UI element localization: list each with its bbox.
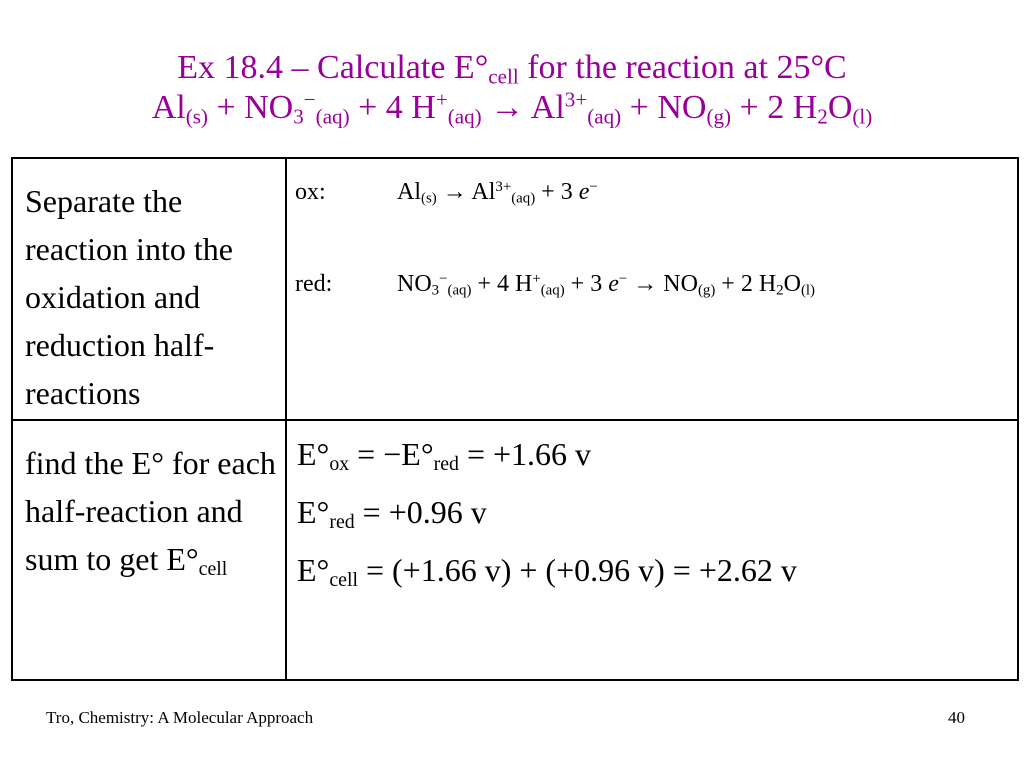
eq-state: (aq) — [447, 282, 472, 299]
eq-term: Al — [397, 179, 421, 205]
calc-subscript: red — [433, 452, 459, 475]
eq-term: O — [827, 89, 853, 126]
eq-charge: 3+ — [564, 87, 588, 112]
eq-subscript: 3 — [293, 104, 304, 129]
eq-charge: − — [618, 270, 628, 287]
eq-term: + 3 — [535, 179, 579, 205]
half-reactions-cell — [286, 158, 1018, 420]
eq-term: + 3 — [564, 271, 609, 297]
eq-charge: + — [435, 87, 448, 112]
title-text-suffix: for the reaction at 25°C — [518, 49, 847, 86]
e-red-line — [297, 483, 1017, 541]
title-subscript: cell — [488, 64, 519, 89]
step-description — [13, 421, 285, 583]
calc-term: E° — [297, 552, 330, 588]
table-row — [12, 158, 1018, 420]
electron-symbol: e — [608, 271, 619, 297]
calc-term: = (+1.66 v) + (+0.96 v) = +2.62 v — [357, 552, 797, 588]
footer-source: Tro, Chemistry: A Molecular Approach — [46, 708, 314, 727]
eq-state: (s) — [421, 190, 437, 207]
eq-term: + 4 H — [349, 89, 436, 126]
calc-term: E° — [297, 494, 330, 530]
title-equation — [0, 88, 1024, 128]
eq-term: + 4 H — [471, 271, 533, 297]
step-description-cell — [12, 158, 286, 420]
calc-term: E° — [297, 436, 330, 472]
eq-subscript: 2 — [817, 104, 828, 129]
eq-term: → NO — [627, 271, 698, 297]
eq-state: (l) — [852, 104, 873, 129]
step-description: Separate the reaction into the oxidation and reduction half-reactions — [25, 183, 233, 411]
potential-calculation-cell — [286, 420, 1018, 680]
table-row — [12, 420, 1018, 680]
red-equation — [397, 269, 815, 299]
eq-term: + NO — [207, 89, 294, 126]
eq-state: (aq) — [511, 190, 536, 207]
eq-state: (aq) — [540, 282, 565, 299]
eq-term: O — [783, 271, 801, 297]
page-number: 40 — [948, 708, 965, 727]
eq-term: Al — [151, 89, 186, 126]
step-subscript: cell — [198, 557, 228, 580]
eq-term: + 2 H — [731, 89, 818, 126]
eq-state: (aq) — [447, 104, 482, 129]
eq-charge: 3+ — [495, 178, 512, 195]
eq-term: Al — [530, 89, 565, 126]
calc-subscript: ox — [329, 452, 350, 475]
eq-term: → Al — [436, 179, 496, 205]
eq-term: + NO — [621, 89, 707, 126]
ox-label: ox: — [295, 179, 326, 205]
step-text: find the E° for each half-reaction and sum to get E° — [25, 445, 276, 577]
step-description-cell — [12, 420, 286, 680]
calc-term: = +0.96 v — [354, 494, 487, 530]
eq-charge: − — [303, 87, 316, 112]
eq-arrow: → — [481, 89, 531, 126]
title-line-1 — [0, 48, 1024, 88]
eq-state: (aq) — [587, 104, 622, 129]
eq-charge: + — [532, 270, 541, 287]
eq-charge: − — [589, 178, 598, 195]
eq-state: (l) — [800, 282, 815, 299]
e-ox-line — [297, 425, 1017, 483]
eq-state: (g) — [706, 104, 732, 129]
calc-term: = −E° — [349, 436, 434, 472]
eq-state: (g) — [697, 282, 716, 299]
eq-subscript: 3 — [431, 282, 440, 299]
e-cell-line — [297, 541, 1017, 599]
slide-title — [0, 48, 1024, 128]
red-label: red: — [295, 271, 333, 297]
eq-charge: − — [439, 270, 448, 287]
eq-term: + 2 H — [715, 271, 777, 297]
eq-subscript: 2 — [776, 282, 784, 299]
eq-state: (s) — [185, 104, 208, 129]
eq-state: (aq) — [315, 104, 350, 129]
calc-term: = +1.66 v — [458, 436, 592, 472]
eq-term: NO — [397, 271, 432, 297]
calc-subscript: cell — [329, 568, 358, 591]
electron-symbol: e — [578, 179, 590, 205]
title-text: Ex 18.4 – Calculate E° — [177, 49, 489, 86]
calc-subscript: red — [329, 510, 355, 533]
ox-equation — [397, 177, 598, 207]
content-table — [11, 157, 1019, 681]
